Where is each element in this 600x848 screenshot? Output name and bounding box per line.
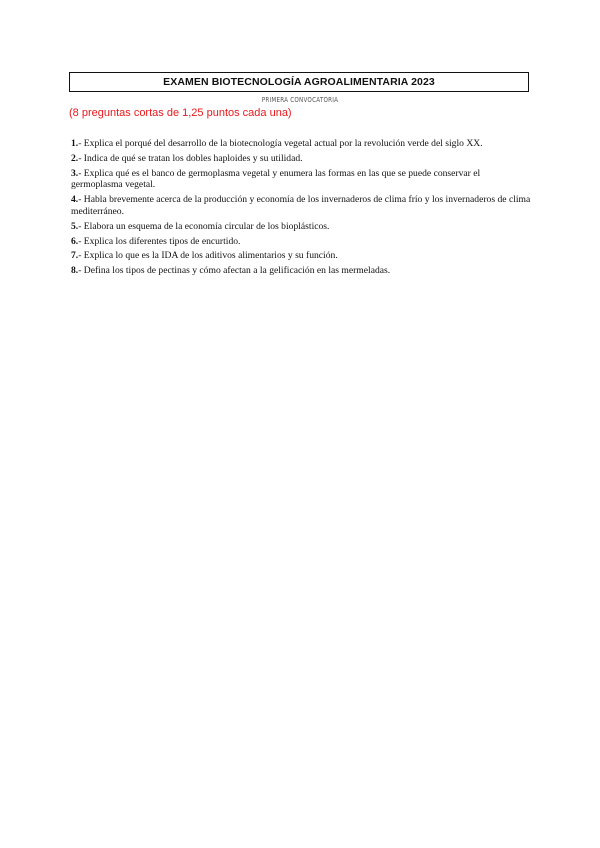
question-item [71, 250, 533, 262]
question-item [71, 168, 533, 192]
question-text: - Explica los diferentes tipos de encurtido. [78, 235, 241, 247]
question-number: 2. [71, 152, 79, 164]
exam-session-label: PRIMERA CONVOCATORIA [261, 96, 339, 104]
question-text: - Explica lo que es la IDA de los aditivos alimentarios y su función. [78, 250, 338, 262]
question-text: - Elabora un esquema de la economía circular de los bioplásticos. [78, 220, 330, 232]
question-item [71, 221, 533, 233]
question-number: 3. [71, 167, 79, 179]
points-note: (8 preguntas cortas de 1,25 puntos cada una) [69, 107, 292, 119]
question-number: 1. [71, 138, 79, 149]
question-item [71, 265, 533, 277]
question-list [71, 138, 533, 280]
page-title: EXAMEN BIOTECNOLOGÍA AGROALIMENTARIA 2023 [163, 76, 435, 88]
question-number: 6. [71, 235, 79, 247]
question-item [71, 194, 533, 218]
question-text: - Explica el porqué del desarrollo de la biotecnología vegetal actual por la revolución verde del siglo XX. [78, 138, 483, 149]
question-text: - Explica qué es el banco de germoplasma vegetal y enumera las formas en las que se puede conservar el germoplasma vegetal. [71, 167, 481, 191]
question-text: - Indica de qué se tratan los dobles haploides y su utilidad. [78, 152, 303, 164]
question-number: 7. [71, 250, 79, 262]
question-item [71, 236, 533, 248]
question-item [71, 138, 533, 150]
question-item [71, 153, 533, 165]
title-box [69, 72, 529, 92]
question-text: - Defina los tipos de pectinas y cómo afectan a la gelificación en las mermeladas. [78, 265, 391, 277]
question-number: 4. [71, 194, 79, 206]
question-number: 5. [71, 220, 79, 232]
question-text: - Habla brevemente acerca de la producción y economía de los invernaderos de clima frío y los invernaderos de clima mediterráneo. [71, 194, 531, 217]
question-number: 8. [71, 265, 79, 277]
